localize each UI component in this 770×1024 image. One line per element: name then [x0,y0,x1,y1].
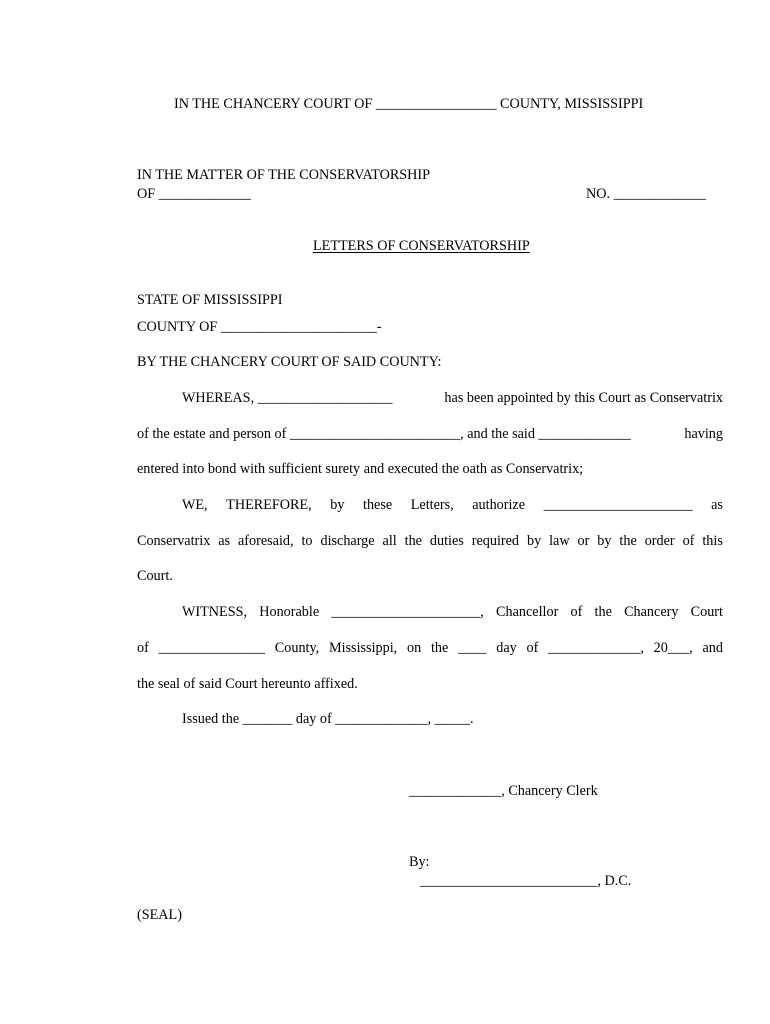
matter-line-1: IN THE MATTER OF THE CONSERVATORSHIP [137,167,431,183]
whereas-text: of the estate and person of ________________________, and the said _____________ [137,426,631,442]
witness-word: the [594,604,612,620]
witness-word: Mississippi, [328,640,398,656]
seal-label: (SEAL) [137,907,182,923]
therefore-word: THEREFORE, [226,497,312,513]
witness-line-2 [137,641,723,655]
whereas-line-1 [182,391,723,405]
therefore-word: required [471,533,520,549]
witness-word: _______________ [158,640,266,656]
therefore-word: by [597,533,612,549]
therefore-word: order [644,533,675,549]
therefore-word: as [218,533,231,549]
whereas-text: WHEREAS, ___________________ [182,390,393,406]
matter-line-2: OF _____________ [137,186,251,202]
therefore-word: law [549,533,570,549]
therefore-word: the [619,533,637,549]
whereas-line-3: entered into bond with sufficient surety and executed the oath as Conservatrix; [137,461,584,477]
therefore-word: discharge [320,533,375,549]
whereas-line-2 [137,427,723,441]
court-address-line: BY THE CHANCERY COURT OF SAID COUNTY: [137,354,442,370]
witness-word: Chancellor [496,604,559,620]
case-number: NO. _____________ [586,186,706,202]
witness-word: Chancery [624,604,679,620]
therefore-word: WE, [182,497,208,513]
therefore-word: the [404,533,422,549]
witness-word: Court [690,604,723,620]
chancery-clerk-signature: _____________, Chancery Clerk [409,783,598,799]
court-caption: IN THE CHANCERY COURT OF _________________ COUNTY, MISSISSIPPI [174,96,644,112]
state-line: STATE OF MISSISSIPPI [137,292,283,308]
therefore-word: by [330,497,345,513]
therefore-word: aforesaid, [238,533,294,549]
therefore-word: these [363,497,393,513]
therefore-line-3: Court. [137,568,173,584]
witness-line-1 [182,605,723,619]
whereas-text: having [684,426,723,442]
witness-word: of [526,640,539,656]
whereas-text: has been appointed by this Court as Conservatrix [444,390,723,406]
therefore-word: by [526,533,542,549]
witness-word: of [570,604,583,620]
document-title: LETTERS OF CONSERVATORSHIP [313,238,530,254]
therefore-word: _____________________ [543,497,693,513]
therefore-word: Letters, [410,497,454,513]
witness-word: on [406,640,422,656]
witness-word: _____________, [548,640,644,656]
therefore-word: of [682,533,695,549]
witness-word: ____ [458,640,487,656]
therefore-word: all [382,533,397,549]
deputy-clerk-signature: _________________________, D.C. [420,873,632,889]
witness-word: _____________________, [331,604,484,620]
therefore-word: this [702,533,723,549]
witness-word: of [137,640,149,656]
witness-word: day [496,640,517,656]
therefore-word: Conservatrix [137,533,211,549]
issued-line: Issued the _______ day of _____________, _____. [182,711,474,727]
witness-word: and [702,640,723,656]
therefore-line-1 [182,498,723,512]
witness-line-3: the seal of said Court hereunto affixed. [137,676,358,692]
therefore-word: to [301,533,313,549]
by-label: By: [409,854,430,870]
therefore-word: or [577,533,590,549]
witness-word: 20___, [653,640,693,656]
witness-word: the [430,640,449,656]
therefore-line-2 [137,534,723,548]
county-line: COUNTY OF ______________________- [137,319,382,335]
therefore-word: as [711,497,723,513]
witness-word: Honorable [259,604,320,620]
witness-word: WITNESS, [182,604,248,620]
therefore-word: duties [429,533,464,549]
witness-word: County, [274,640,320,656]
therefore-word: authorize [472,497,526,513]
